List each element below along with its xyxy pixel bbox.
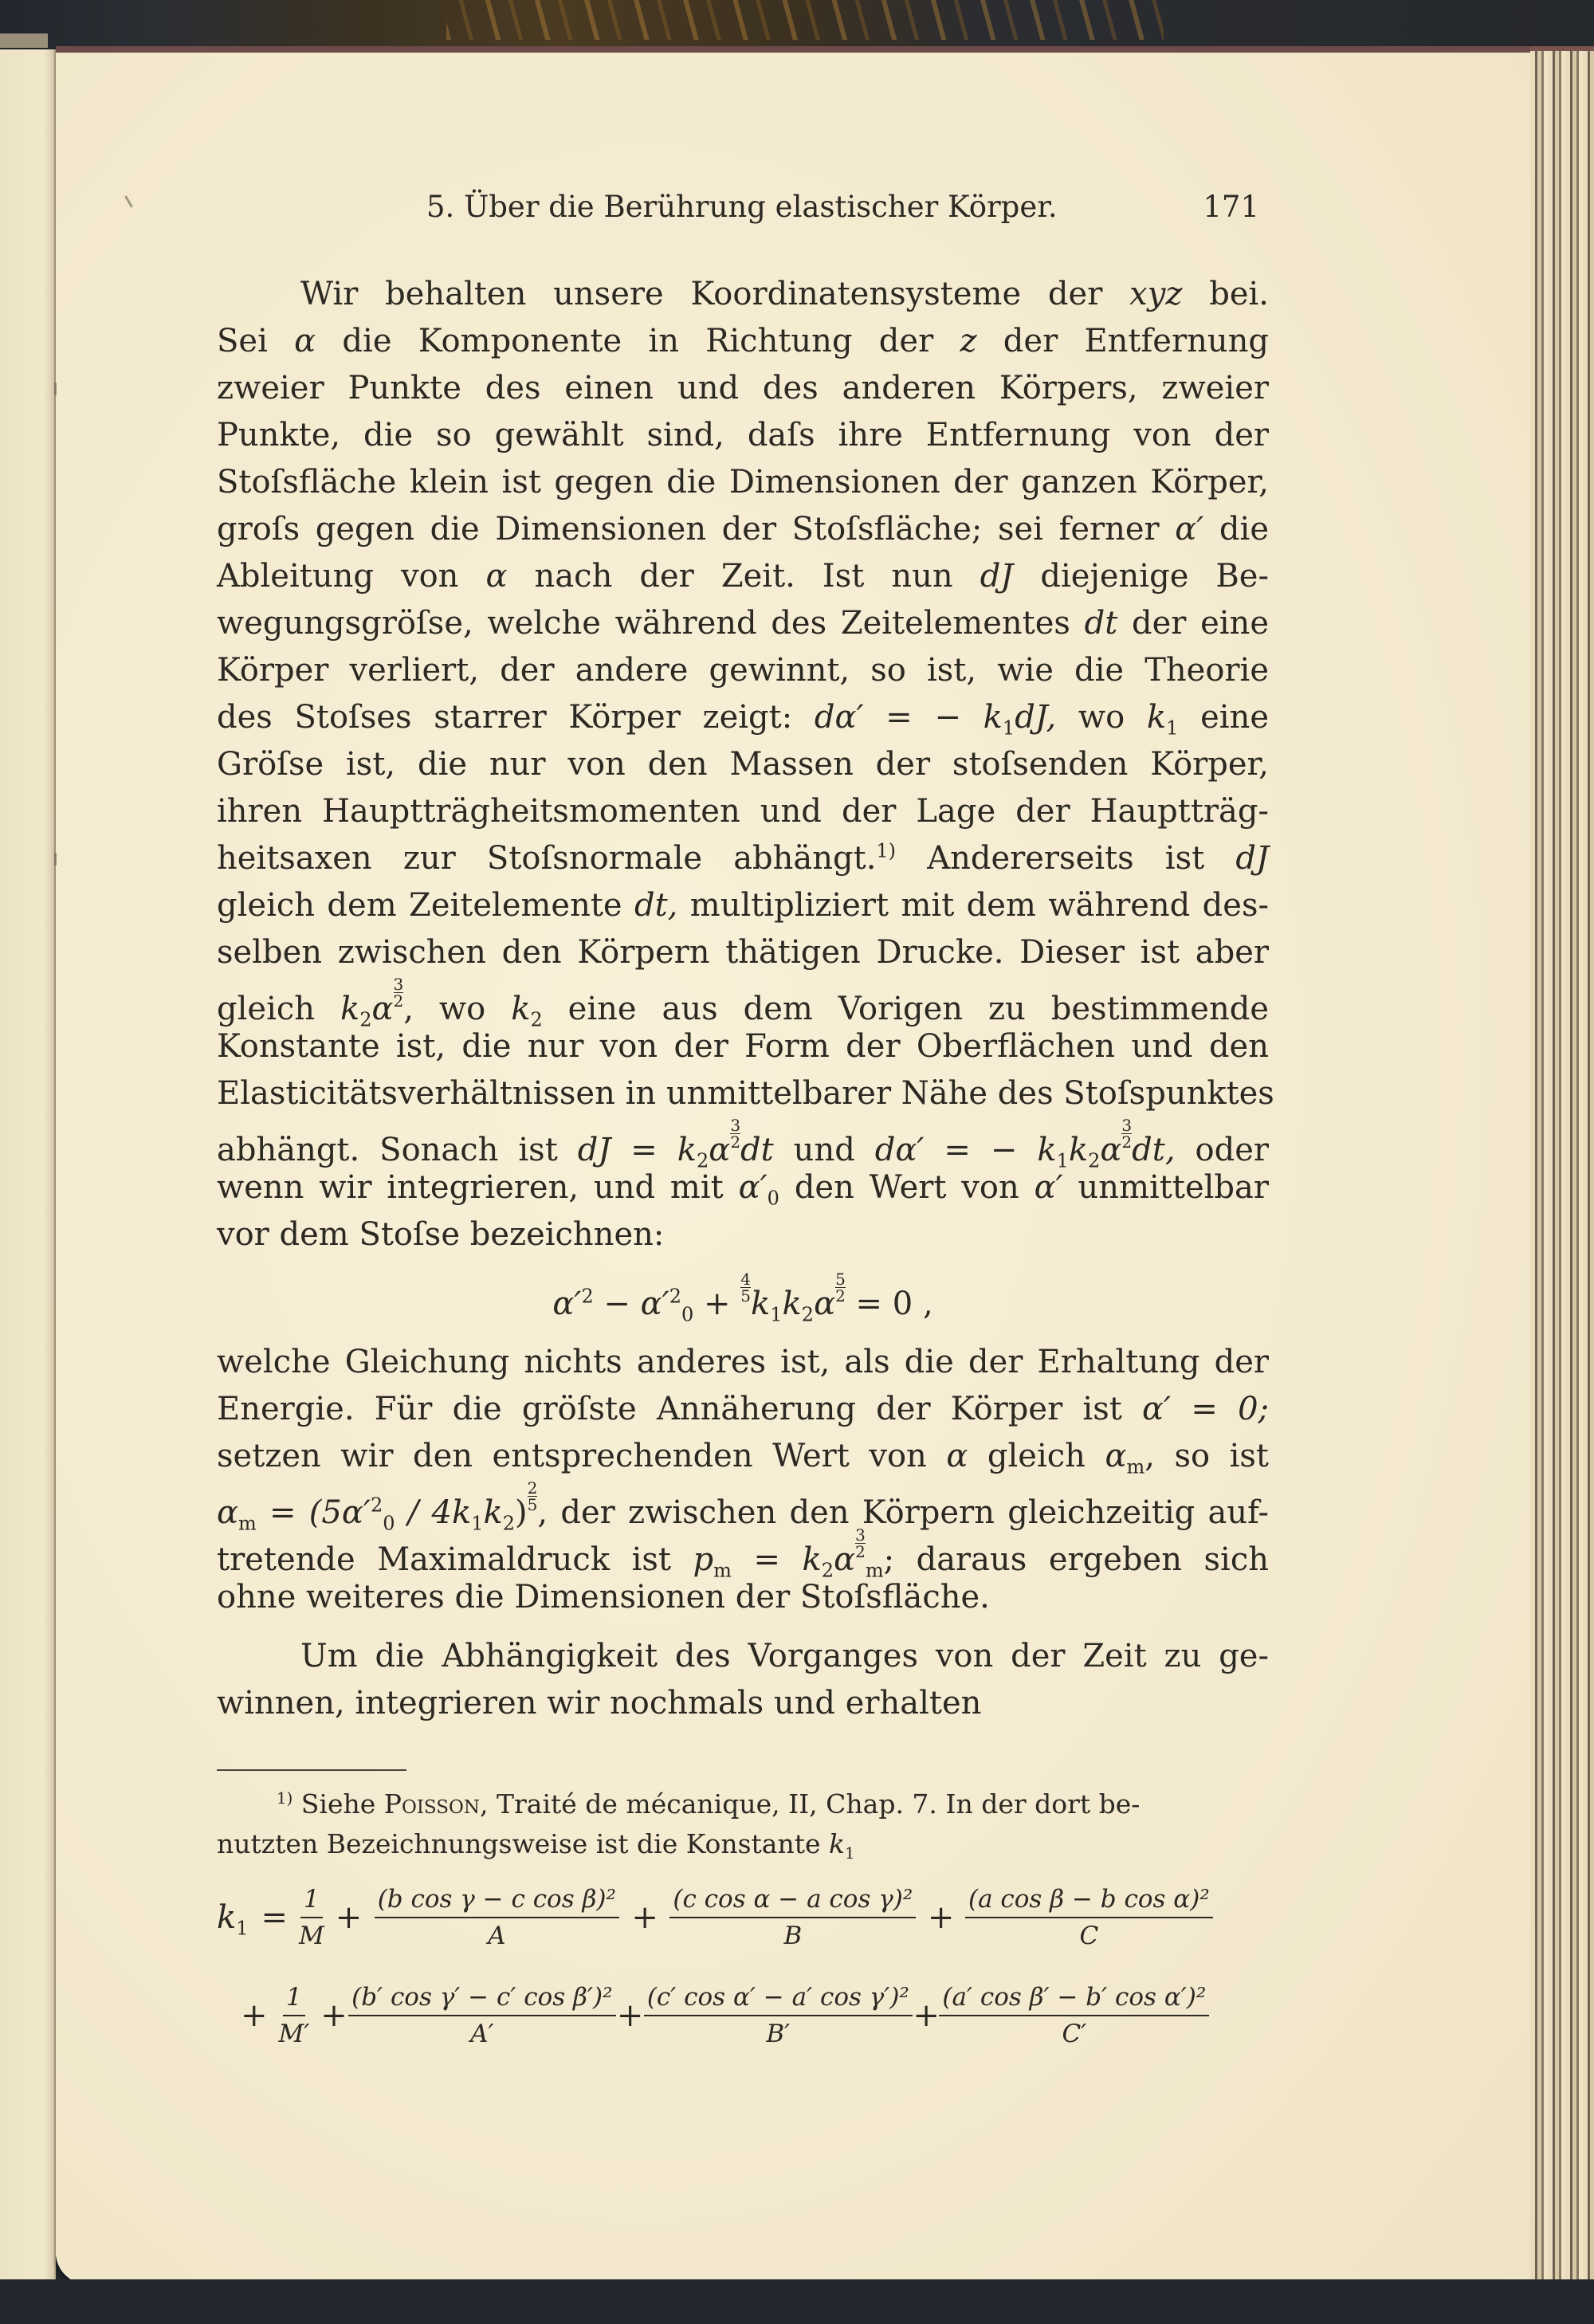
text-line: Um die Abhängigkeit des Vorganges von der Zeit zu ge- xyxy=(300,1638,1269,1674)
text-line: ihren Hauptträgheitsmomenten und der Lage der Hauptträg- xyxy=(217,793,1269,830)
fraction: $\frac{\text{(c′ cos α′ − a′ cos γ′)²}}{B'}$ xyxy=(654,1983,901,2048)
footnote-marker: 1) xyxy=(277,1789,293,1808)
book-cover-bottom xyxy=(0,2279,1594,2324)
text-line: setzen wir den entsprechenden Wert von α gleich $\alpha_m$, so ist xyxy=(217,1438,1269,1478)
marbled-cover-pattern xyxy=(446,0,1164,40)
cited-author: Poisson xyxy=(383,1788,481,1820)
book-cover-top xyxy=(0,0,1594,48)
inline-math: dα′ = − k xyxy=(814,699,1003,736)
text-line: heitsaxen zur Stoſsnormale abhängt.$^{1)}$ Andererseits ist dJ xyxy=(217,839,1269,877)
fraction: $\frac{1}{M}$ xyxy=(299,1885,324,1950)
footnote-line: nutzten Bezeichnungsweise ist die Konstante $k_1$ xyxy=(217,1828,855,1863)
display-equation-energy: $\alpha'^2 - \alpha'^2_0$ + $\frac{4}{5}$ $k_1k_2\alpha$ $\frac{5}{2}$ = 0 , xyxy=(552,1270,933,1326)
running-header xyxy=(426,190,1259,238)
text-line: Gröſse ist, die nur von den Massen der stoſsenden Körper, xyxy=(217,746,1269,783)
text-line: vor dem Stoſse bezeichnen: xyxy=(217,1216,665,1253)
text-line: wegungsgröſse, welche während des Zeitelementes dt der eine xyxy=(217,605,1269,642)
text-line: Wir behalten unsere Koordinatensysteme der xyz bei. xyxy=(300,276,1269,312)
footnote-formula-row-1: $k_1$ = $\frac{1}{M}$ + $\frac{\text{(b cos γ − c cos β)²}}{A}$ + $\frac{\text{(c cos α − a cos γ)²}}{B}$ + $\frac{\text{(a cos β − b cos α)²}}{C}$ xyxy=(217,1885,1277,1950)
text-line: winnen, integrieren wir nochmals und erhalten xyxy=(217,1685,982,1721)
text-line: welche Gleichung nichts anderes ist, als die der Erhaltung der xyxy=(217,1344,1269,1380)
text-line: Körper verliert, der andere gewinnt, so ist, wie die Theorie xyxy=(217,652,1269,689)
text-line: $\alpha_m = (5\alpha'^2_0 / 4k_1k_2)$ $\frac{2}{5}$ , der zwischen den Körpern gleichzeitig auf- xyxy=(217,1478,1270,1535)
cloth-binding xyxy=(0,33,48,48)
text-line: Stoſsfläche klein ist gegen die Dimensionen der ganzen Körper, xyxy=(217,464,1269,501)
footnote-formula-row-2: + $\frac{1}{M'}$ + $\frac{\text{(b′ cos γ′ − c′ cos β′)²}}{A'}$ + $\frac{\text{(c′ cos α′ − a′ cos γ′)²}}{B'}$ + $\frac{\text{(a′ cos β′ − b′ cos α′)²}}{C'}$ xyxy=(217,1983,1277,2048)
footnote-separator xyxy=(217,1769,406,1771)
text-line: abhängt. Sonach ist dJ = $k_2\alpha$ $\frac{3}{2}$ dt und dα′ = − $k_1k_2\alpha$ $\frac{3}{2}$ dt, oder xyxy=(217,1116,1269,1172)
text-line: Energie. Für die gröſste Annäherung der Körper ist α′ = 0; xyxy=(217,1391,1270,1427)
fraction: $\frac{1}{M'}$ xyxy=(278,1983,310,2048)
text-line: Punkte, die so gewählt sind, daſs ihre Entfernung von der xyxy=(217,417,1269,453)
text-line: Ableitung von α nach der Zeit. Ist nun dJ diejenige Be- xyxy=(217,558,1269,595)
text-line: gleich $k_2\alpha$ $\frac{3}{2}$ , wo $k_2$ eine aus dem Vorigen zu bestimmende xyxy=(217,975,1269,1031)
text-line: gleich dem Zeitelemente dt, multipliziert mit dem während des- xyxy=(217,887,1269,924)
fraction: $\frac{\text{(a cos β − b cos α)²}}{C}$ xyxy=(965,1885,1212,1950)
paper-speck xyxy=(54,853,57,866)
paper-speck xyxy=(54,383,57,395)
running-title: 5. Über die Berührung elastischer Körper. xyxy=(426,190,1058,224)
text-line: des Stoſses starrer Körper zeigt: dα′ = − $k_1dJ$, wo $k_1$ eine xyxy=(217,699,1269,740)
fraction: $\frac{\text{(a′ cos β′ − b′ cos α′)²}}{C'}$ xyxy=(951,1983,1198,2048)
text-line: Elasticitätsverhältnissen in unmittelbarer Nähe des Stoſspunktes xyxy=(217,1075,1274,1112)
text-line: Konstante ist, die nur von der Form der Oberflächen und den xyxy=(217,1028,1269,1065)
previous-page-edge xyxy=(0,49,56,2289)
fraction: $\frac{\text{(c cos α − a cos γ)²}}{B}$ xyxy=(669,1885,917,1950)
text-line: Sei α die Komponente in Richtung der z der Entfernung xyxy=(217,323,1269,359)
footnote-reference[interactable]: 1) xyxy=(876,839,897,862)
page-number: 171 xyxy=(1203,190,1259,224)
page-stack-edges xyxy=(1530,46,1594,2283)
footnote-line: $^{1)}$ Siehe Poisson, Traité de mécanique, II, Chap. 7. In der dort be- xyxy=(277,1788,1141,1820)
text-line: tretende Maximaldruck ist $p_m = k_2\alpha$ $\frac{3}{2}$ $_m$; daraus ergeben sich xyxy=(217,1525,1269,1582)
text-line: wenn wir integrieren, und mit $\alpha'_0$ den Wert von α′ unmittelbar xyxy=(217,1169,1269,1210)
text-line: zweier Punkte des einen und des anderen Körpers, zweier xyxy=(217,370,1269,406)
text-line: selben zwischen den Körpern thätigen Drucke. Dieser ist aber xyxy=(217,934,1269,971)
fraction: $\frac{\text{(b cos γ − c cos β)²}}{A}$ xyxy=(373,1885,620,1950)
fraction: $\frac{\text{(b′ cos γ′ − c′ cos β′)²}}{A'}$ xyxy=(359,1983,606,2048)
text-line: groſs gegen die Dimensionen der Stoſsfläche; sei ferner α′ die xyxy=(217,511,1269,548)
text-line: ohne weiteres die Dimensionen der Stoſsfläche. xyxy=(217,1579,990,1615)
